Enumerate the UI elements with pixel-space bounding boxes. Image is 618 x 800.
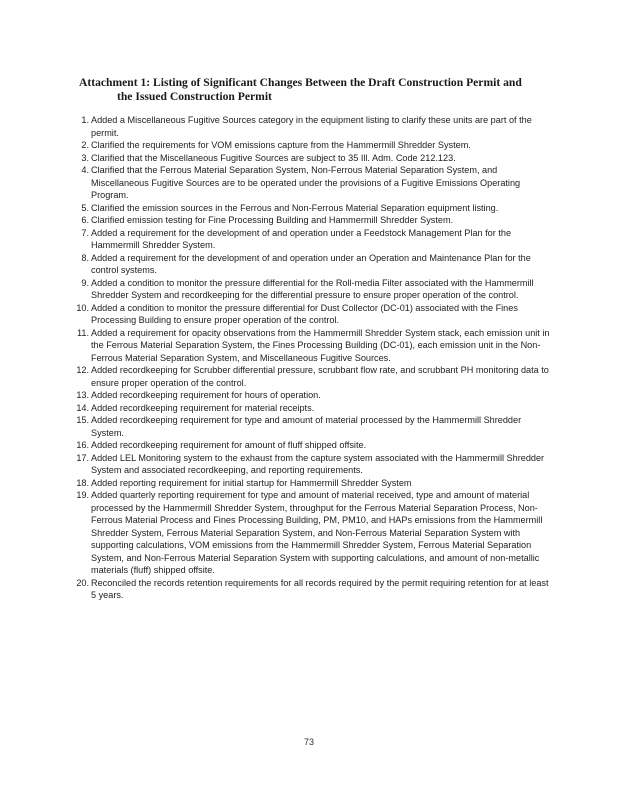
list-item-text: Added a requirement for opacity observations from the Hammermill Shredder System stack, each emission unit in the Ferrous Material Separation System, the Fines Processing Building (DC-01), each emission unit in the Non-Ferrous Material Separation System, and Miscellaneous Fugitive Sources.	[91, 327, 550, 363]
list-item	[72, 202, 550, 215]
list-item-number: 15.	[76, 415, 89, 425]
list-item	[72, 139, 550, 152]
list-item-text: Reconciled the records retention requirements for all records required by the permit requiring retention for at least 5 years.	[91, 577, 549, 600]
list-item-text: Added quarterly reporting requirement for type and amount of material received, type and amount of material processed by the Hammermill Shredder System, throughput for the Ferrous Material Separation Process, Non-Ferrous Material Process and Fines Processing Building, PM, PM10, and HAPs emissions from the Hammermill Shredder System, Ferrous Material Separation System, and Non-Ferrous Material Separation System with supporting calculations, VOM emissions from the Hammermill Shredder System, Ferrous Material Separation System, and Non-Ferrous Material Separation System with supporting calculations, and amount of non-metallic materials (fluff) shipped offsite.	[91, 490, 543, 575]
title-line-2: the Issued Construction Permit	[117, 90, 272, 103]
list-item-number: 5.	[81, 202, 89, 213]
list-item-text: Added a condition to monitor the pressure differential for the Roll-media Filter associated with the Hammermill Shredder System and recordkeeping for the differential pressure to ensure proper operation of the control.	[91, 277, 534, 300]
list-item-number: 17.	[76, 452, 89, 463]
list-item-text: Clarified the requirements for VOM emissions capture from the Hammermill Shredder System.	[91, 140, 471, 150]
list-item-text: Clarified the emission sources in the Ferrous and Non-Ferrous Material Separation equipment listing.	[91, 202, 499, 213]
list-item-text: Clarified emission testing for Fine Processing Building and Hammermill Shredder System.	[91, 215, 454, 225]
list-item	[72, 489, 550, 577]
list-item-text: Added recordkeeping for Scrubber differential pressure, scrubbant flow rate, and scrubbant PH monitoring data to ensure proper operation of the control.	[91, 365, 549, 388]
list-item	[72, 389, 550, 402]
list-item-number: 18.	[76, 477, 89, 488]
list-item-text: Added recordkeeping requirement for type and amount of material processed by the Hammermill Shredder System.	[91, 415, 522, 438]
list-item-text: Added a condition to monitor the pressure differential for Dust Collector (DC-01) associated with the Fines Processing Building to ensure proper operation of the control.	[91, 302, 518, 325]
page-number: 73	[303, 737, 314, 747]
list-item-number: 1.	[81, 115, 89, 125]
list-item	[72, 277, 550, 302]
list-item	[72, 327, 550, 365]
list-item-text: Added a requirement for the development of and operation under a Feedstock Management Plan for the Hammermill Shredder System.	[91, 227, 512, 250]
list-item	[72, 414, 550, 439]
list-item	[72, 402, 550, 415]
list-item	[72, 302, 550, 327]
list-item	[72, 214, 550, 227]
list-item-number: 7.	[81, 227, 89, 238]
list-item-number: 3.	[81, 152, 89, 163]
list-item-number: 6.	[81, 215, 89, 225]
list-item-text: Added recordkeeping requirement for material receipts.	[91, 402, 315, 413]
list-item-number: 4.	[81, 165, 89, 175]
list-item-text: Added recordkeeping requirement for hours of operation.	[91, 390, 321, 400]
list-item	[72, 439, 550, 452]
list-item	[72, 452, 550, 477]
list-item-text: Clarified that the Miscellaneous Fugitive Sources are subject to 35 Ill. Adm. Code 212.123.	[91, 152, 456, 163]
list-item-number: 20.	[76, 577, 89, 588]
list-item-text: Added recordkeeping requirement for amount of fluff shipped offsite.	[91, 440, 367, 450]
title-line-1: Attachment 1: Listing of Significant Changes Between the Draft Construction Permit and	[79, 76, 522, 89]
list-item	[72, 252, 550, 277]
list-item-number: 8.	[81, 252, 89, 263]
list-item-text: Added LEL Monitoring system to the exhaust from the capture system associated with the Hammermill Shredder System and associated recordkeeping, and reporting requirements.	[91, 452, 545, 475]
list-item-number: 19.	[76, 490, 89, 500]
list-item-number: 11.	[76, 327, 89, 338]
changes-list	[72, 114, 550, 602]
list-item-text: Clarified that the Ferrous Material Separation System, Non-Ferrous Material Separation System, and Miscellaneous Fugitive Sources are to be operated under the provisions of a Fugitive Emissions Operating Program.	[91, 165, 521, 200]
list-item	[72, 152, 550, 165]
list-item-number: 9.	[81, 277, 89, 288]
list-item	[72, 364, 550, 389]
list-item-number: 13.	[76, 390, 89, 400]
list-item-text: Added reporting requirement for initial startup for Hammermill Shredder System	[91, 477, 412, 488]
list-item-text: Added a requirement for the development of and operation under an Operation and Maintenance Plan for the control systems.	[91, 252, 531, 275]
list-item-number: 16.	[76, 440, 89, 450]
list-item	[72, 227, 550, 252]
list-item	[72, 114, 550, 139]
list-item	[72, 164, 550, 202]
list-item-number: 14.	[76, 402, 89, 413]
list-item	[72, 577, 550, 602]
list-item	[72, 477, 550, 490]
list-item-number: 2.	[81, 140, 89, 150]
list-item-number: 10.	[76, 302, 89, 313]
list-item-text: Added a Miscellaneous Fugitive Sources category in the equipment listing to clarify these units are part of the permit.	[91, 115, 532, 138]
page-title	[79, 76, 549, 104]
list-item-number: 12.	[76, 365, 89, 375]
